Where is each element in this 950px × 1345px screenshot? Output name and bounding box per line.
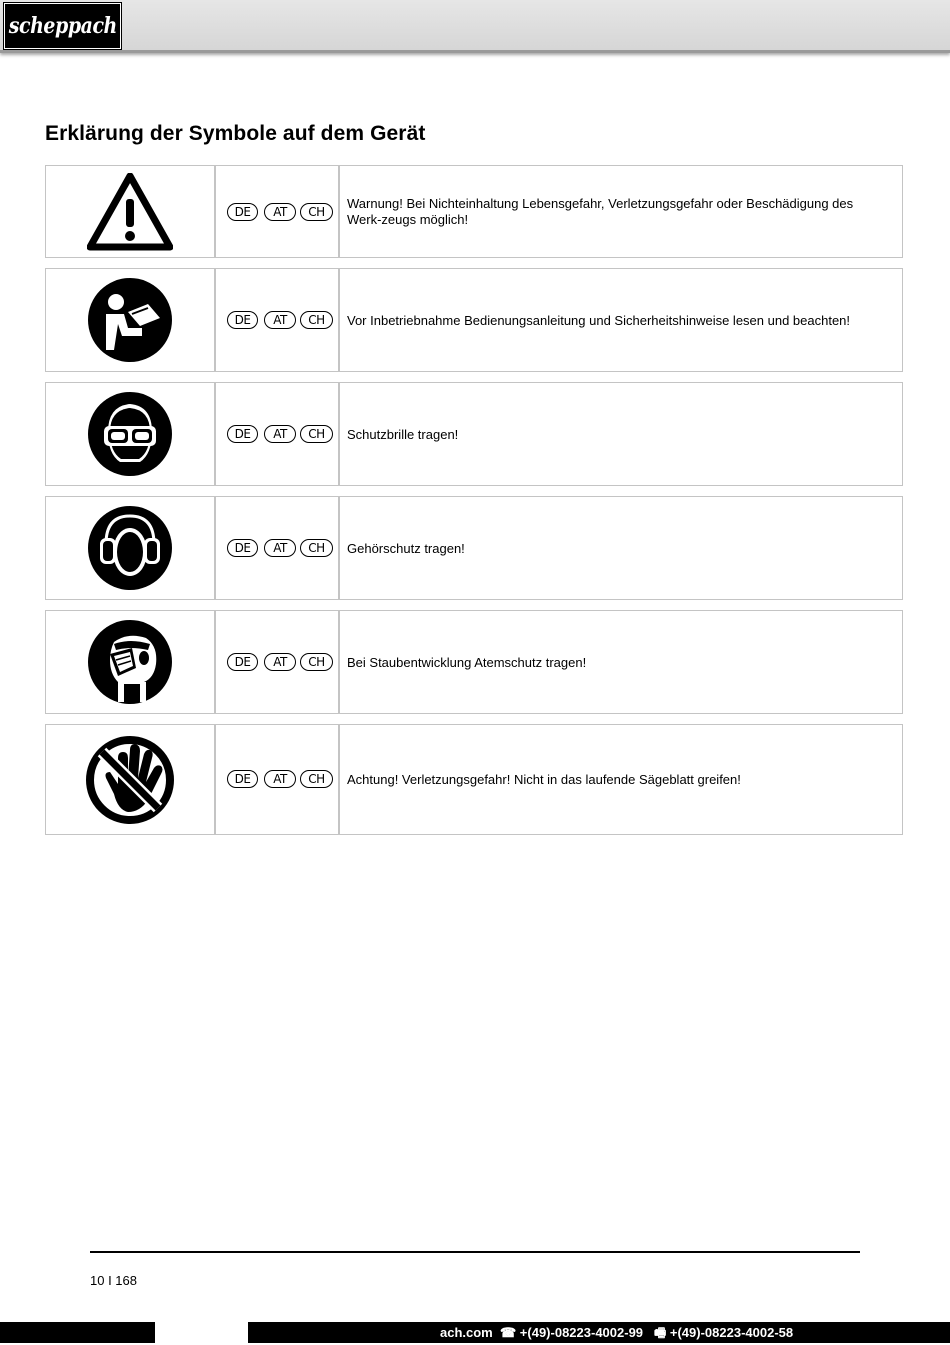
symbol-description: Bei Staubentwicklung Atemschutz tragen! <box>347 655 587 670</box>
symbol-cell <box>46 725 216 834</box>
country-code-de: DE <box>227 425 258 443</box>
symbol-description: Vor Inbetriebnahme Bedienungsanleitung und Sicherheitshinweise lesen und beachten! <box>347 313 851 328</box>
symbol-row-dust-mask <box>45 610 903 714</box>
country-cell <box>216 269 340 371</box>
symbol-description: Gehörschutz tragen! <box>347 541 465 556</box>
contact-bar <box>0 1322 950 1343</box>
page-number: 10 I 168 <box>90 1273 137 1288</box>
country-code-at: AT <box>264 770 296 788</box>
country-code-ch: CH <box>300 539 333 557</box>
safety-goggles-icon <box>88 392 172 476</box>
country-code-at: AT <box>264 425 296 443</box>
symbol-cell <box>46 383 216 485</box>
country-cell <box>216 497 340 599</box>
symbol-row-no-hand <box>45 724 903 835</box>
country-code-de: DE <box>227 653 258 671</box>
ear-protection-icon <box>88 506 172 590</box>
phone-number: ☎ +(49)-08223-4002-99 <box>500 1325 644 1340</box>
dust-mask-icon <box>88 620 172 704</box>
country-code-de: DE <box>227 770 258 788</box>
country-code-at: AT <box>264 203 296 221</box>
country-code-de: DE <box>227 311 258 329</box>
symbol-row-safety-goggles <box>45 382 903 486</box>
website-link[interactable]: ach.com <box>440 1325 493 1340</box>
country-code-de: DE <box>227 539 258 557</box>
symbol-description: Achtung! Verletzungsgefahr! Nicht in das laufende Sägeblatt greifen! <box>347 772 741 787</box>
page-title: Erklärung der Symbole auf dem Gerät <box>45 122 426 145</box>
country-code-ch: CH <box>300 425 333 443</box>
symbol-cell <box>46 166 216 257</box>
country-code-at: AT <box>264 539 296 557</box>
symbol-cell <box>46 269 216 371</box>
country-cell <box>216 383 340 485</box>
read-manual-icon <box>88 278 172 362</box>
contact-bar-gap <box>155 1322 248 1343</box>
symbol-row-ear-protection <box>45 496 903 600</box>
country-code-de: DE <box>227 203 258 221</box>
symbol-description: Warnung! Bei Nichteinhaltung Lebensgefahr, Verletzungsgefahr oder Beschädigung des Werk-zeugs möglich! <box>347 196 854 227</box>
country-code-ch: CH <box>300 203 333 221</box>
symbol-row-read-manual <box>45 268 903 372</box>
symbol-cell <box>46 611 216 713</box>
no-hand-icon <box>84 734 176 826</box>
fax-number: 🖷 +(49)-08223-4002-58 <box>654 1325 794 1340</box>
country-code-at: AT <box>264 311 296 329</box>
header-bar <box>0 0 950 53</box>
warning-triangle-icon <box>87 173 173 251</box>
footer-divider <box>90 1251 860 1253</box>
country-code-ch: CH <box>300 770 333 788</box>
country-code-ch: CH <box>300 311 333 329</box>
scheppach-logo: scheppach <box>4 3 121 49</box>
symbol-cell <box>46 497 216 599</box>
country-cell <box>216 725 340 834</box>
symbol-description: Schutzbrille tragen! <box>347 427 459 442</box>
country-code-at: AT <box>264 653 296 671</box>
country-cell <box>216 166 340 257</box>
symbol-row-warning <box>45 165 903 258</box>
country-code-ch: CH <box>300 653 333 671</box>
country-cell <box>216 611 340 713</box>
